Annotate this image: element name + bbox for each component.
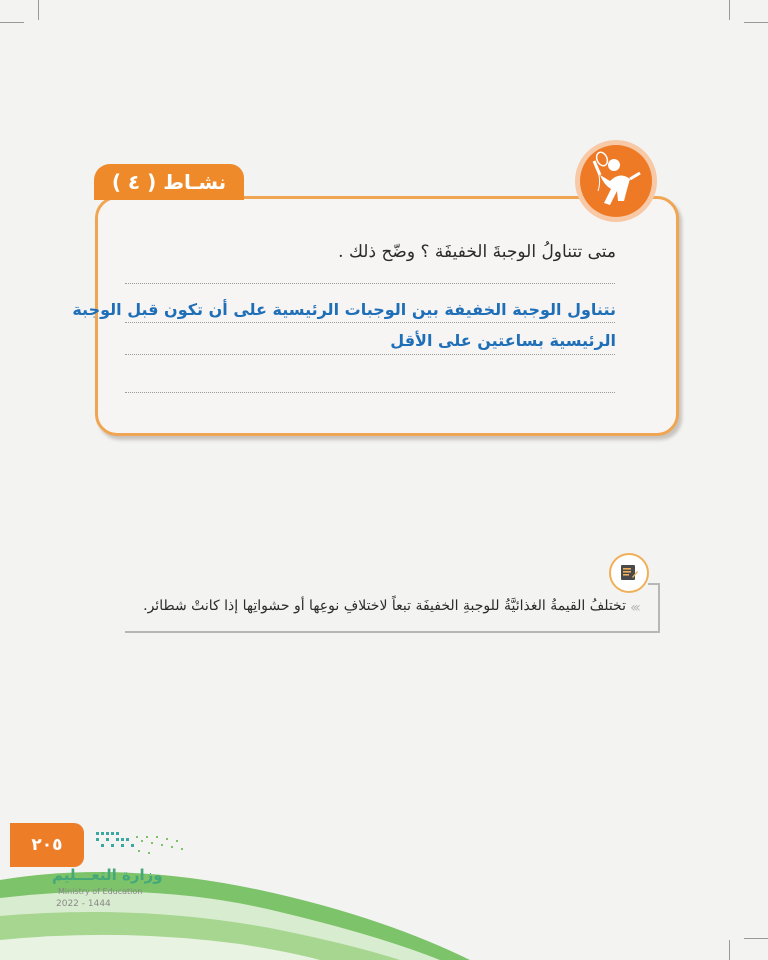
person-with-balloon-icon [580,145,652,217]
note-text: تختلفُ القيمةُ الغذائيَّةُ للوجبةِ الخفيفَة تبعاً لاختلافِ نوعِها أو حشواتِها إذا كانتْ شطائر. [143,598,626,614]
chevron-left-icon: ‹‹‹ [630,600,638,616]
answer-line [125,283,615,284]
page-number: ٢٠٥ [10,823,84,867]
crop-mark [729,0,730,20]
activity-answer-line-2: الرئيسية بساعتين على الأقل [390,331,616,350]
answer-line [125,354,615,355]
note-frame [125,631,660,633]
crop-mark [0,22,24,23]
notepad-icon [619,563,639,583]
crop-mark [744,938,768,939]
answer-line [125,322,615,323]
crop-mark [744,22,768,23]
activity-answer-line-1: نتناول الوجبة الخفيفة بين الوجبات الرئيسية على أن تكون قبل الوجبة [72,300,616,319]
ministry-year: 2022 - 1444 [56,899,111,909]
activity-question: متى تتناولُ الوجبةَ الخفيفَة ؟ وضّح ذلك . [338,242,616,262]
answer-line [125,392,615,393]
ministry-logo [96,828,186,860]
crop-mark [38,0,39,20]
ministry-name-english: Ministry of Education [58,887,143,896]
activity-title: نشـاط ( ٤ ) [94,164,244,200]
crop-mark [729,940,730,960]
note-badge [609,553,649,593]
ministry-name-arabic: وزارة التعـــليم [52,866,163,884]
note-frame [658,583,660,631]
